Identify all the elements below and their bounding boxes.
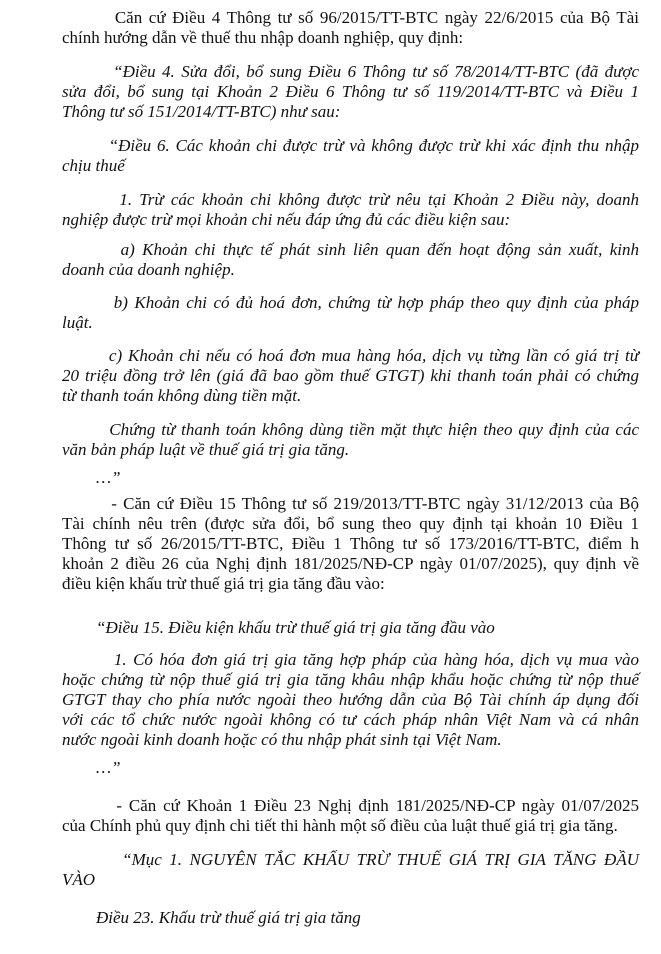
paragraph-5 [62, 240, 639, 280]
text-line: Căn cứ Điều 4 Thông tư số 96/2015/TT-BTC ngày 22/6/2015 của Bộ Tài [62, 8, 639, 27]
text-line: c) Khoản chi nếu có hoá đơn mua hàng hóa, dịch vụ từng lần có giá trị từ [62, 346, 639, 365]
text-line: b) Khoản chi có đủ hoá đơn, chứng từ hợp pháp theo quy định của pháp [62, 293, 639, 312]
text-line: Thông tư số 26/2015/TT-BTC, Điều 1 Thông tư số 173/2016/TT-BTC, điểm h [62, 534, 639, 553]
paragraph-13 [62, 758, 639, 778]
paragraph-14 [62, 796, 639, 836]
text-line: nước ngoài kinh doanh hoặc có thu nhập phát sinh tại Việt Nam. [62, 730, 502, 749]
text-line: Thông tư số 151/2014/TT-BTC) như sau: [62, 102, 341, 121]
text-line: từ thanh toán không dùng tiền mặt. [62, 386, 302, 405]
paragraph-11 [62, 618, 639, 638]
text-line: văn bản pháp luật về thuế giá trị gia tăng. [62, 440, 350, 459]
text-line: VÀO [62, 870, 96, 889]
text-line: chịu thuế [62, 156, 125, 175]
paragraph-10 [62, 494, 639, 594]
text-line: của Chính phủ quy định chi tiết thi hành một số điều của luật thuế giá trị gia tăng. [62, 816, 618, 835]
text-line: “Điều 15. Điều kiện khấu trừ thuế giá trị gia tăng đầu vào [62, 618, 495, 637]
text-line: chính hướng dẫn về thuế thu nhập doanh nghiệp, quy định: [62, 28, 464, 47]
paragraph-4 [62, 190, 639, 230]
text-line: - Căn cứ Điều 15 Thông tư số 219/2013/TT-BTC ngày 31/12/2013 của Bộ [62, 494, 639, 513]
text-line: luật. [62, 313, 93, 332]
text-line: nghiệp được trừ mọi khoản chi nếu đáp ứng đủ các điều kiện sau: [62, 210, 511, 229]
text-line: …” [62, 468, 121, 487]
text-line: 1. Trừ các khoản chi không được trừ nêu tại Khoản 2 Điều này, doanh [62, 190, 639, 209]
paragraph-8 [62, 420, 639, 460]
paragraph-16 [62, 908, 639, 928]
text-line: Tài chính nêu trên (được sửa đổi, bổ sung theo quy định tại khoản 10 Điều 1 [62, 514, 639, 533]
text-line: doanh của doanh nghiệp. [62, 260, 235, 279]
paragraph-7 [62, 346, 639, 406]
text-line: 1. Có hóa đơn giá trị gia tăng hợp pháp của hàng hóa, dịch vụ mua vào [62, 650, 639, 669]
text-line: 20 triệu đồng trở lên (giá đã bao gồm thuế GTGT) khi thanh toán phải có chứng [62, 366, 639, 385]
text-line: điều kiện khấu trừ thuế giá trị gia tăng đầu vào: [62, 574, 385, 593]
paragraph-1 [62, 8, 639, 48]
text-line: …” [62, 758, 121, 777]
text-line: Chứng từ thanh toán không dùng tiền mặt thực hiện theo quy định của các [62, 420, 639, 439]
text-line: “Mục 1. NGUYÊN TẮC KHẤU TRỪ THUẾ GIÁ TRỊ GIA TĂNG ĐẦU [62, 850, 639, 869]
text-line: - Căn cứ Khoản 1 Điều 23 Nghị định 181/2025/NĐ-CP ngày 01/07/2025 [62, 796, 639, 815]
paragraph-2 [62, 62, 639, 122]
paragraph-6 [62, 293, 639, 333]
text-line: Điều 23. Khấu trừ thuế giá trị gia tăng [62, 908, 361, 927]
text-line: “Điều 6. Các khoản chi được trừ và không được trừ khi xác định thu nhập [62, 136, 639, 155]
text-line: hoặc chứng từ nộp thuế giá trị gia tăng khâu nhập khẩu hoặc chứng từ nộp thuế [62, 670, 639, 689]
text-line: a) Khoản chi thực tế phát sinh liên quan đến hoạt động sản xuất, kinh [62, 240, 639, 259]
text-line: GTGT thay cho phía nước ngoài theo hướng dẫn của Bộ Tài chính áp dụng đối [62, 690, 639, 709]
text-line: sửa đổi, bổ sung tại Khoản 2 Điều 6 Thông tư số 119/2014/TT-BTC và Điều 1 [62, 82, 639, 101]
paragraph-15 [62, 850, 639, 890]
text-line: “Điều 4. Sửa đổi, bổ sung Điều 6 Thông tư số 78/2014/TT-BTC (đã được [62, 62, 639, 81]
text-line: khoản 2 điều 26 của Nghị định 181/2025/NĐ-CP ngày 01/07/2025), quy định về [62, 554, 639, 573]
paragraph-3 [62, 136, 639, 176]
paragraph-12 [62, 650, 639, 750]
paragraph-9 [62, 468, 639, 488]
text-line: với các tổ chức nước ngoài không có tư cách pháp nhân Việt Nam và cá nhân [62, 710, 639, 729]
